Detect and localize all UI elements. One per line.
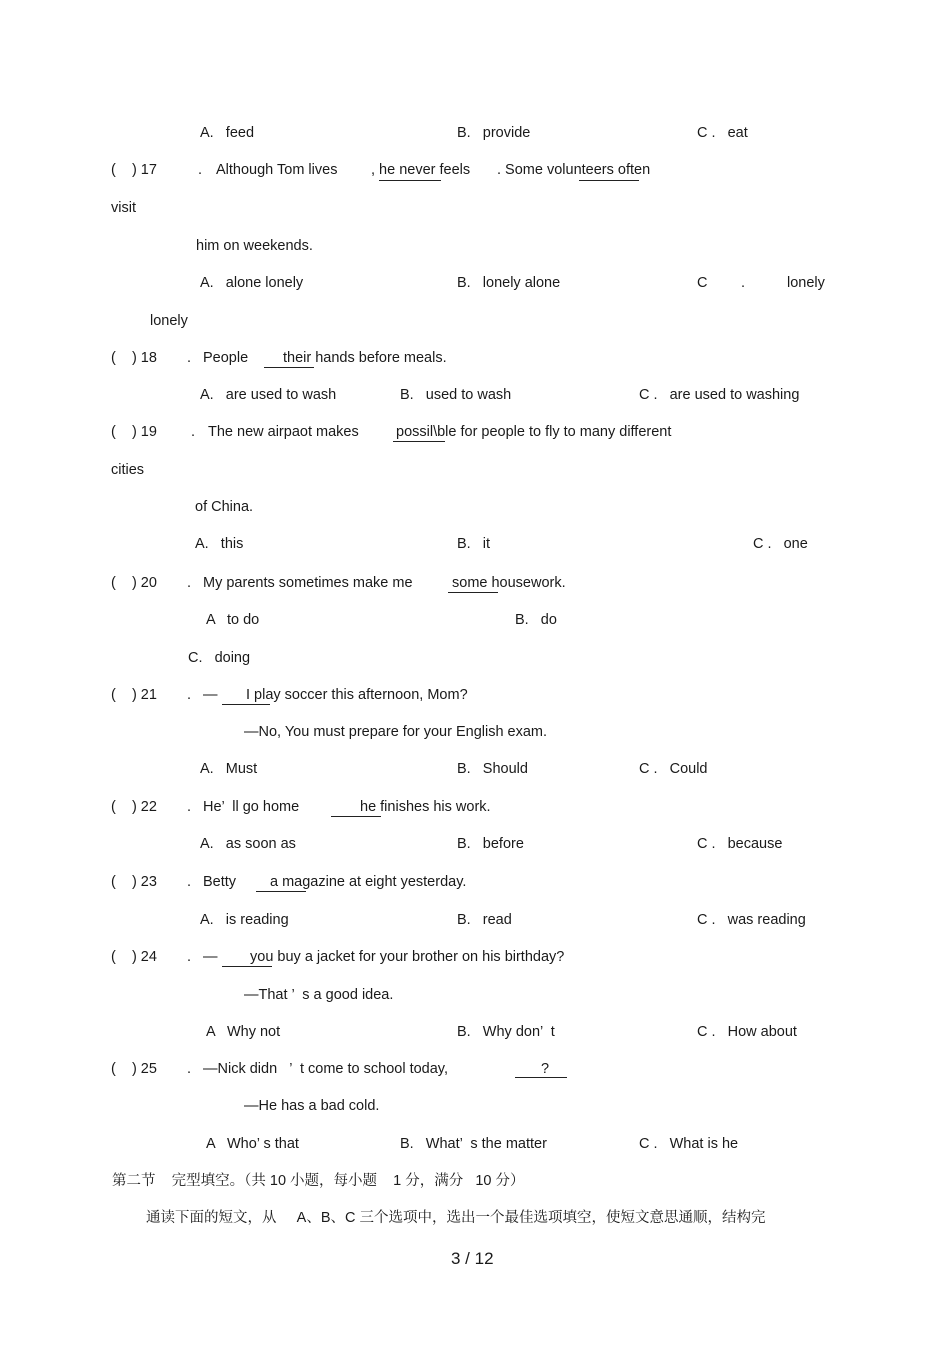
q21-number: ( ) 21 [111, 687, 157, 703]
q19-option-b: B. it [457, 536, 491, 552]
q23-text-part1: Betty [203, 874, 237, 890]
q17-text-part2: , he never feels [371, 162, 471, 178]
q21-blank-line [222, 704, 270, 705]
q17-number: ( ) 17 [111, 162, 157, 178]
q24-dot: . [187, 949, 192, 965]
q18-blank-line [264, 367, 314, 368]
q17-option-c-letter: C [697, 275, 708, 291]
q21-dot: . [187, 687, 192, 703]
q18-option-c: C . are used to washing [639, 387, 800, 403]
page-number: 3 / 12 [451, 1249, 494, 1268]
q17-option-b: B. lonely alone [457, 275, 561, 291]
q19-text-wrap2: of China. [195, 499, 254, 515]
q19-text-wrap1: cities [111, 462, 145, 478]
q24-option-a: A Why not [206, 1024, 281, 1040]
q20-number: ( ) 20 [111, 575, 157, 591]
q25-option-b: B. What’ s the matter [400, 1136, 547, 1152]
q23-option-b: B. read [457, 912, 512, 928]
q22-option-c: C . because [697, 836, 783, 852]
q21-option-c: C . Could [639, 761, 708, 777]
q17-text-part3: . Some volunteers often [497, 162, 651, 178]
section2-instruction: 通读下面的短文，从 A、B、C 三个选项中，选出一个最佳选项填空，使短文意思通顺，结构完 [146, 1210, 766, 1226]
q25-reply: —He has a bad cold. [244, 1098, 380, 1114]
q21-reply: —No, You must prepare for your English exam. [244, 724, 548, 740]
q19-text-part2: possil\ble for people to fly to many different [396, 424, 672, 440]
q23-blank-line [256, 891, 306, 892]
q18-dot: . [187, 350, 192, 366]
q18-number: ( ) 18 [111, 350, 157, 366]
q20-option-c: C. doing [188, 650, 251, 666]
q18-option-a: A. are used to wash [200, 387, 337, 403]
q24-blank-line [222, 966, 272, 967]
q25-blank-mark: ? [541, 1061, 550, 1077]
q17-text-wrap2: him on weekends. [196, 238, 313, 254]
q17-text-part1: Although Tom lives [216, 162, 338, 178]
q16-option-b: B. provide [457, 125, 531, 141]
q23-option-a: A. is reading [200, 912, 289, 928]
q20-text-part2: some housework. [452, 575, 566, 591]
q17-blank-line-2 [579, 180, 639, 181]
q18-option-b: B. used to wash [400, 387, 512, 403]
q24-dash: — [203, 949, 218, 965]
q19-option-a: A. this [195, 536, 244, 552]
q17-dot: . [198, 162, 203, 178]
q21-option-a: A. Must [200, 761, 258, 777]
q19-blank-line [393, 441, 445, 442]
q16-option-c: C . eat [697, 125, 748, 141]
q22-text-part1: He’ ll go home [203, 799, 300, 815]
q17-option-a: A. alone lonely [200, 275, 304, 291]
q20-option-b: B. do [515, 612, 557, 628]
q20-dot: . [187, 575, 192, 591]
q22-dot: . [187, 799, 192, 815]
q22-option-b: B. before [457, 836, 524, 852]
q24-text: you buy a jacket for your brother on his birthday? [250, 949, 565, 965]
q25-option-a: A Who’ s that [206, 1136, 299, 1152]
q24-option-c: C . How about [697, 1024, 797, 1040]
q22-number: ( ) 22 [111, 799, 157, 815]
q25-text: —Nick didn ’ t come to school today, [203, 1061, 448, 1077]
q20-blank-line [448, 592, 498, 593]
q23-dot: . [187, 874, 192, 890]
q24-number: ( ) 24 [111, 949, 157, 965]
q21-text: I play soccer this afternoon, Mom? [246, 687, 468, 703]
q22-text-part2: he finishes his work. [360, 799, 491, 815]
q23-text-part2: a magazine at eight yesterday. [270, 874, 467, 890]
q19-number: ( ) 19 [111, 424, 157, 440]
q17-text-wrap1: visit [111, 200, 136, 216]
q22-blank-line [331, 816, 381, 817]
q21-option-b: B. Should [457, 761, 528, 777]
q25-dot: . [187, 1061, 192, 1077]
q17-option-c-dot: . [741, 275, 746, 291]
q23-number: ( ) 23 [111, 874, 157, 890]
q19-text-part1: The new airpaot makes [208, 424, 359, 440]
q25-option-c: C . What is he [639, 1136, 739, 1152]
q17-option-c-wrap: lonely [150, 313, 188, 329]
q17-option-c-text: lonely [787, 275, 825, 291]
q20-text-part1: My parents sometimes make me [203, 575, 413, 591]
q17-blank-line-1 [379, 180, 441, 181]
q22-option-a: A. as soon as [200, 836, 296, 852]
q23-option-c: C . was reading [697, 912, 806, 928]
q16-option-a: A. feed [200, 125, 255, 141]
q18-text-part2: their hands before meals. [283, 350, 447, 366]
section2-heading: 第二节 完型填空。（共 10 小题，每小题 1 分，满分 10 分） [112, 1173, 525, 1189]
q20-option-a: A to do [206, 612, 260, 628]
q19-option-c: C . one [753, 536, 808, 552]
q24-option-b: B. Why don’ t [457, 1024, 555, 1040]
q24-reply: —That ’ s a good idea. [244, 987, 394, 1003]
q18-text-part1: People [203, 350, 249, 366]
q21-dash: — [203, 687, 218, 703]
q25-number: ( ) 25 [111, 1061, 157, 1077]
q19-dot: . [191, 424, 196, 440]
